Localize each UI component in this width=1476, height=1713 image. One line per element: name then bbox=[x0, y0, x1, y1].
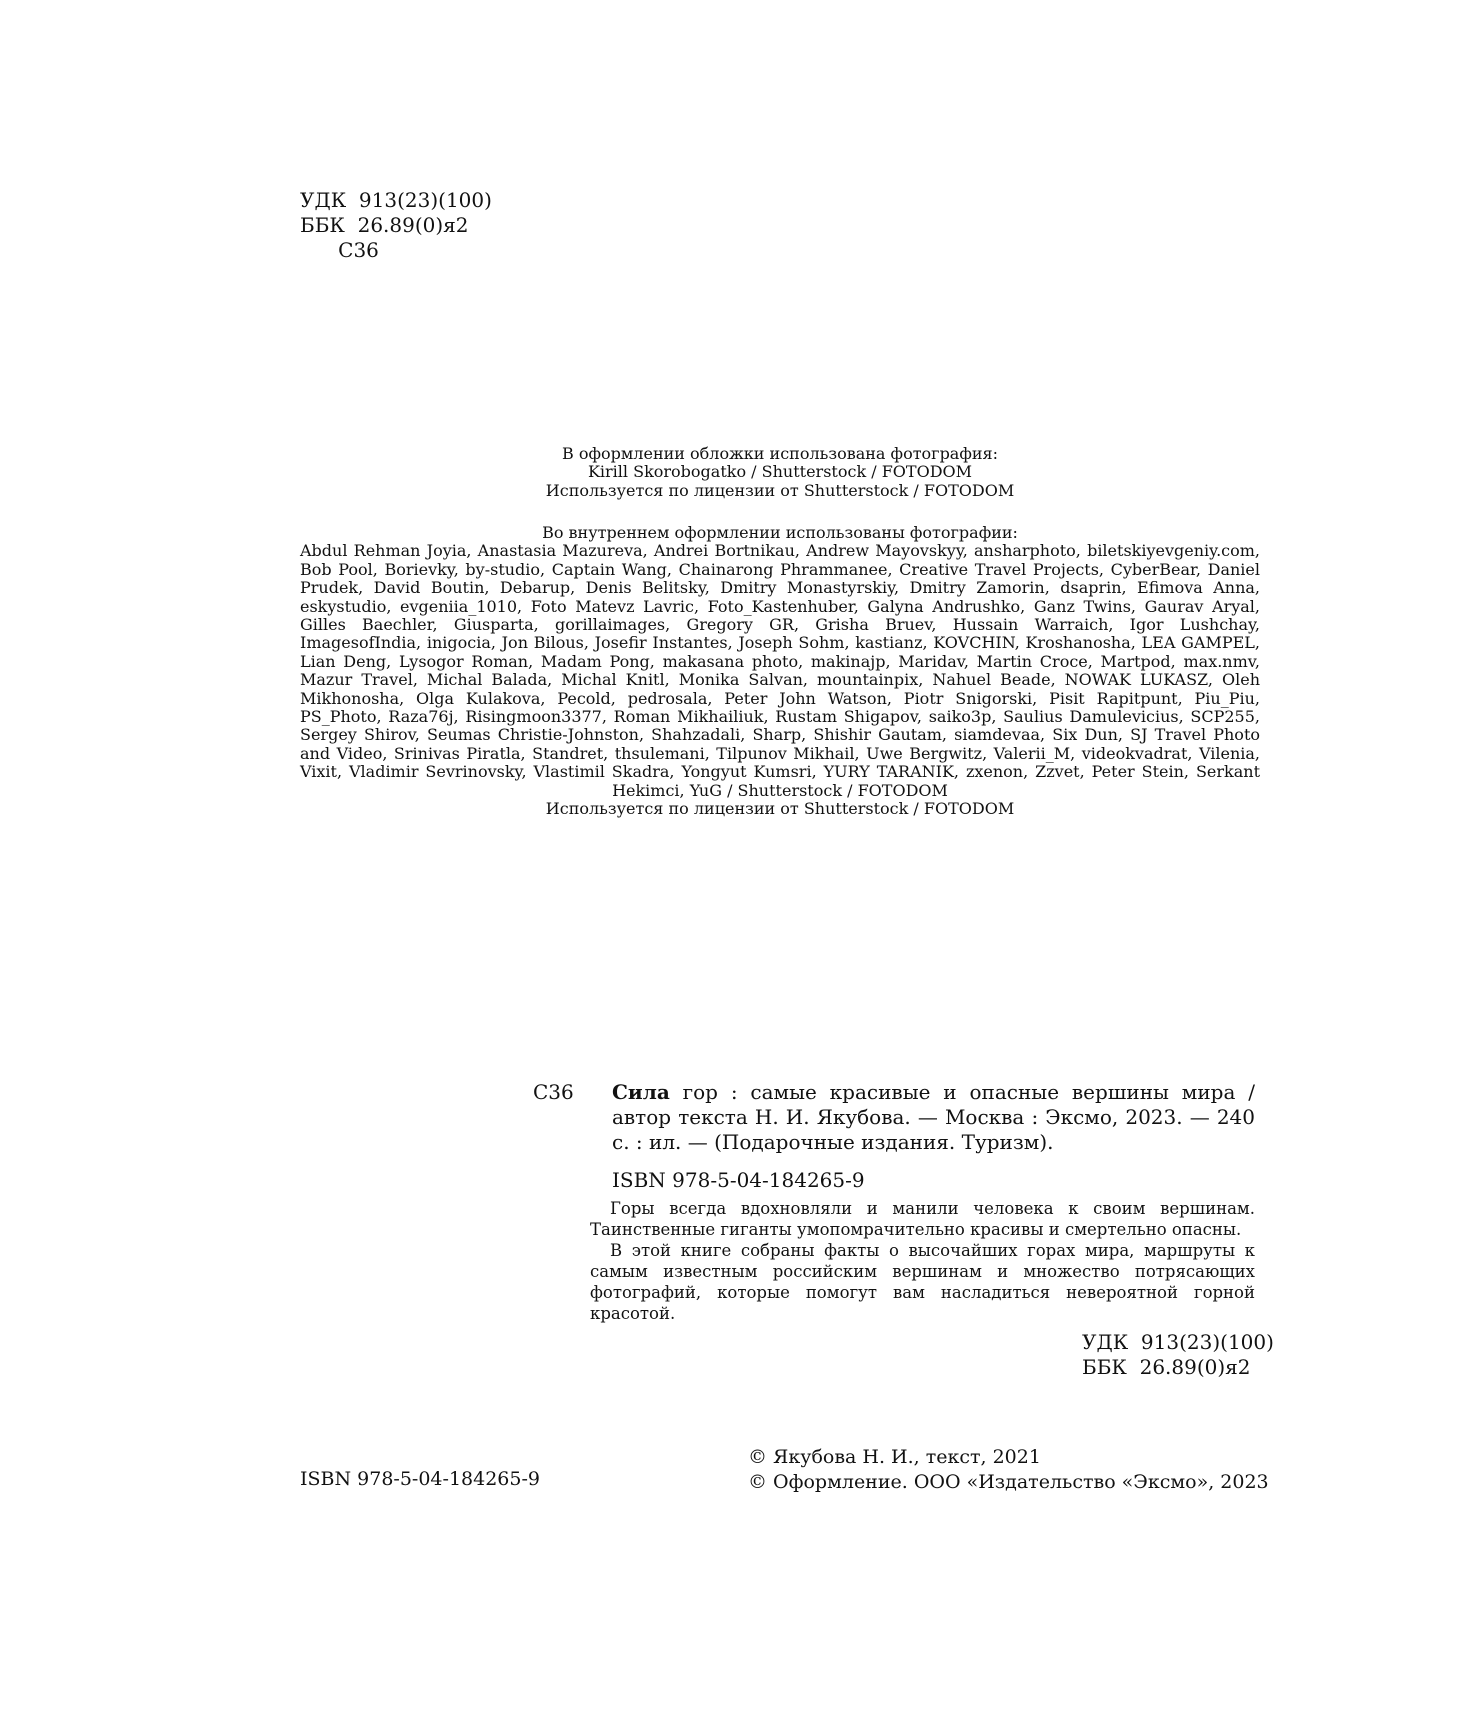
book-title: Сила bbox=[612, 1080, 670, 1104]
author-mark-row bbox=[300, 238, 492, 263]
card-bbk-row bbox=[1082, 1355, 1274, 1380]
bibliographic-entry bbox=[612, 1080, 1255, 1155]
bbk-label: ББК bbox=[300, 213, 345, 237]
annotation-paragraph-2: В этой книге собраны факты о высочайших горах мира, маршруты к самым известным российским вершинам и множество потрясающих фотографий, которые помогут вам насладиться невероятной горной красотой. bbox=[590, 1241, 1255, 1323]
inner-photo-credits bbox=[300, 524, 1260, 819]
cover-credits-license: Используется по лицензии от Shutterstock / FOTODOM bbox=[545, 480, 1015, 500]
card-udk-value: 913(23)(100) bbox=[1140, 1330, 1274, 1354]
copyright-design-line: © Оформление. ООО «Издательство «Эксмо», 2023 bbox=[748, 1471, 1269, 1493]
classification-block-top bbox=[300, 188, 492, 263]
card-bbk-label: ББК bbox=[1082, 1355, 1127, 1379]
author-mark: С36 bbox=[338, 238, 379, 262]
card-udk-row bbox=[1082, 1330, 1274, 1355]
copyright-text-line: © Якубова Н. И., текст, 2021 bbox=[748, 1446, 1041, 1468]
annotation-paragraph-1: Горы всегда вдохновляли и манили человека к своим вершинам. Таинственные гиганты умопомрачительно красивы и смертельно опасны. bbox=[590, 1199, 1255, 1239]
inner-credits-heading: Во внутреннем оформлении использованы фотографии: bbox=[542, 523, 1018, 542]
card-author-mark: С36 bbox=[533, 1080, 574, 1104]
udk-label: УДК bbox=[300, 188, 347, 212]
card-isbn: ISBN 978-5-04-184265-9 bbox=[612, 1168, 865, 1192]
bbk-row bbox=[300, 213, 492, 238]
cover-credits-source: Kirill Skorobogatko / Shutterstock / FOTODOM bbox=[587, 462, 973, 482]
isbn-bottom: ISBN 978-5-04-184265-9 bbox=[300, 1468, 540, 1490]
cover-credits-heading: В оформлении обложки использована фотография: bbox=[561, 444, 999, 463]
inner-credits-names: Abdul Rehman Joyia, Anastasia Mazureva, Andrei Bortnikau, Andrew Mayovskyy, ansharphoto, biletskiyevgeniy.com, Bob Pool, Borievky, by-studio, Captain Wang, Chainarong Phrammanee, Creative Travel Projects, CyberBear, Daniel Prudek, David Boutin, Debarup, Denis Belitsky, Dmitry Monastyrskiy, Dmitry Zamorin, dsaprin, Efimova Anna, eskystudio, evgeniia_1010, Foto Matevz Lavric, Foto_Kastenhuber, Galyna Andrushko, Ganz Twins, Gaurav Aryal, Gilles Baechler, Giusparta, gorillaimages, Gregory GR, Grisha Bruev, Hussain Warraich, Igor Lushchay, ImagesofIndia, inigocia, Jon Bilous, Josefir Instantes, Joseph Sohm, kastianz, KOVCHIN, Kroshanosha, LEA GAMPEL, Lian Deng, Lysogor Roman, Madam Pong, makasana photo, makinajp, Maridav, Martin Croce, Martpod, max.nmv, Mazur Travel, Michal Balada, Michal Knitl, Monika Salvan, mountainpix, Nahuel Beade, NOWAK LUKASZ, Oleh Mikhonosha, Olga Kulakova, Pecold, pedrosala, Peter John Watson, Piotr Snigorski, Pisit Rapitpunt, Piu_Piu, PS_Photo, Raza76j, Risingmoon3377, Roman Mikhailiuk, Rustam Shigapov, saiko3p, Saulius Damulevicius, SCP255, Sergey Shirov, Seumas Christie-Johnston, Shahzadali, Sharp, Shishir Gautam, siamdevaa, Six Dun, SJ Travel Photo and Video, Srinivas Piratla, Standret, thsulemani, Tilpunov Mikhail, Uwe Bergwitz, Valerii_M, videokvadrat, Vilenia, Vixit, Vladimir Sevrinovsky, Vlastimil Skadra, Yongyut Kumsri, YURY TARANIK, zxenon, Zzvet, Peter Stein, Serkant Hekimci, YuG / Shutterstock / FOTODOM bbox=[300, 541, 1260, 800]
card-bbk-value: 26.89(0)я2 bbox=[1139, 1355, 1251, 1379]
classification-block-card bbox=[1082, 1330, 1274, 1380]
annotation bbox=[590, 1198, 1255, 1324]
entry-description: гор : самые красивые и опасные вершины мира / автор текста Н. И. Якубова. — Москва : Эксмо, 2023. — 240 с. : ил. — (Подарочные издания. Туризм). bbox=[612, 1080, 1255, 1154]
udk-value: 913(23)(100) bbox=[358, 188, 492, 212]
card-udk-label: УДК bbox=[1082, 1330, 1129, 1354]
copyright-block bbox=[748, 1445, 1269, 1495]
bbk-value: 26.89(0)я2 bbox=[357, 213, 469, 237]
udk-row bbox=[300, 188, 492, 213]
inner-credits-license: Используется по лицензии от Shutterstock / FOTODOM bbox=[545, 799, 1015, 819]
cover-photo-credits bbox=[300, 445, 1260, 500]
